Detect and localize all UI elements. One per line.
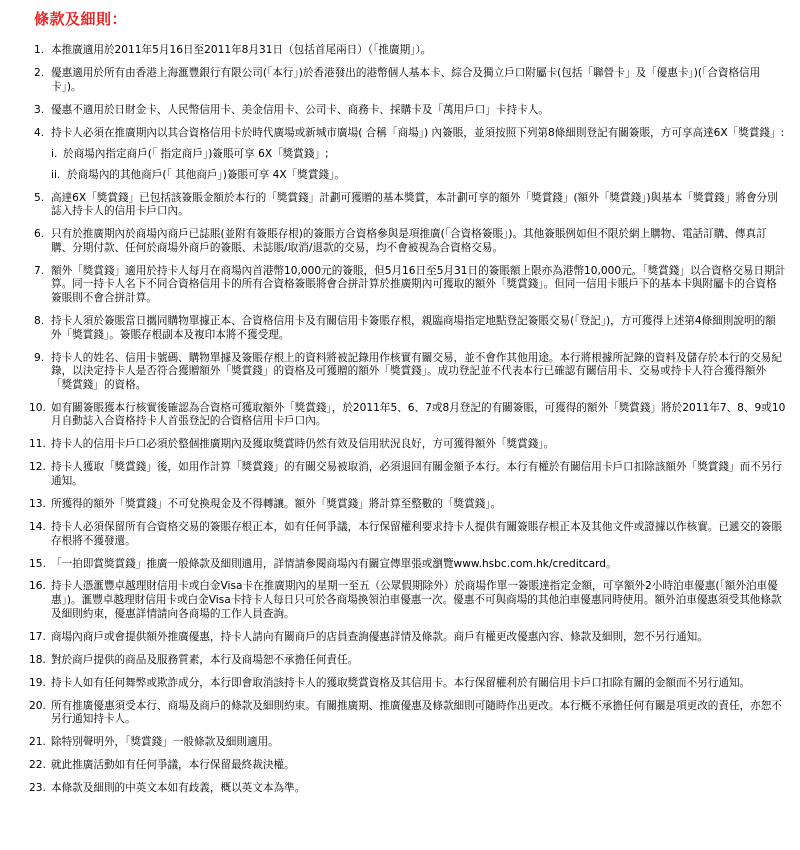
term-number: 6. xyxy=(34,228,45,241)
term-item xyxy=(29,630,786,645)
term-item xyxy=(29,438,786,452)
term-item xyxy=(29,699,786,727)
term-text: 「一拍即賞獎賞錢」推廣一般條款及細則適用，詳情請參閱商場內有關宣傳單張或瀏覽www.hsbc.com.hk/creditcard。 xyxy=(51,557,617,570)
term-text: 持卡人獲取「獎賞錢」後，如用作計算「獎賞錢」的有關交易被取消，必須退回有關金額予本行。本行有權於有關信用卡戶口扣除該額外「獎賞錢」而不另行通知。 xyxy=(51,461,782,487)
term-text: 所獲得的額外「獎賞錢」不可兌換現金及不得轉讓。額外「獎賞錢」將計算至整數的「獎賞錢」。 xyxy=(51,497,502,510)
term-body xyxy=(51,228,786,255)
term-subitem xyxy=(51,148,786,162)
term-subitem-number: ii. xyxy=(51,168,61,181)
term-body xyxy=(51,192,786,219)
term-item xyxy=(29,653,786,668)
term-number: 15. xyxy=(29,557,46,570)
term-sublist xyxy=(51,148,786,182)
term-text: 額外「獎賞錢」適用於持卡人每月在商場內首港幣10,000元的簽賬，但5月16日至5月31日的簽賬額上限亦為港幣10,000元。「獎賞錢」以合資格交易日期計算。同一持卡人名下不同合資格信用卡的所有合資格簽賬將會合拼計算於推廣期內可獲取的額外「獎賞錢」。但同一信用卡賬戶下的基本卡與附屬卡的合資格簽賬則不會合拼計算。 xyxy=(51,264,786,305)
term-text: 只有於推廣期內於商場內商戶已誌賬(並附有簽賬存根)的簽賬方合資格參與是項推廣(「合資格簽賬」)。其他簽賬例如但不限於網上購物、電話訂購、傳真訂購、分期付款、任何於商場外商戶的簽賬、未誌賬/取消/退款的交易，均不會被視為合資格交易。 xyxy=(51,228,767,254)
page-title: 條款及細則： xyxy=(34,10,128,28)
term-item xyxy=(34,315,786,342)
term-text: 持卡人如有任何舞弊或欺詐成分，本行即會取消該持卡人的獲取獎賞資格及其信用卡。本行保留權利於有關信用卡戶口扣除有關的金額而不另行通知。 xyxy=(51,676,751,689)
term-number: 21. xyxy=(29,736,46,749)
terms-list xyxy=(29,44,786,796)
term-body xyxy=(51,438,786,452)
term-body xyxy=(51,631,786,645)
term-item xyxy=(29,497,786,512)
term-item xyxy=(29,520,786,548)
term-item xyxy=(29,580,786,621)
term-text: 持卡人的姓名、信用卡號碼、購物單據及簽賬存根上的資料將被記錄用作核實有關交易，並不會作其他用途。本行將根據所記錄的資料及儲存於本行的交易紀錄，以決定持卡人是否符合獲贈額外「獎賞錢」的資格及可獲贈的額外「獎賞錢」。成功登記並不代表本行已確認有關信用卡、交易或持卡人符合獲得額外「獎賞錢」的資格。 xyxy=(51,351,782,391)
term-item xyxy=(34,67,786,94)
term-body xyxy=(51,461,786,488)
term-number: 14. xyxy=(29,520,46,533)
term-number: 5. xyxy=(34,191,45,204)
term-subitem-text: 於商場內指定商戶(「 指定商戶」)簽賬可享 6X「獎賞錢」; xyxy=(63,148,329,161)
term-number: 8. xyxy=(34,315,45,328)
term-body xyxy=(51,580,786,621)
term-item xyxy=(34,228,786,255)
term-number: 18. xyxy=(29,653,46,666)
term-item xyxy=(29,759,786,773)
term-item xyxy=(34,104,786,118)
term-item xyxy=(29,676,786,691)
term-body xyxy=(51,127,786,183)
term-number: 23. xyxy=(29,782,46,795)
term-item xyxy=(29,736,786,750)
term-body xyxy=(51,677,786,691)
term-item xyxy=(34,44,786,58)
term-body xyxy=(51,782,786,796)
term-number: 2. xyxy=(34,66,45,79)
term-text: 商場內商戶或會提供額外推廣優惠，持卡人請向有關商戶的店員查詢優惠詳情及條款。商戶有權更改優惠內容、條款及細則，恕不另行通知。 xyxy=(51,630,708,643)
term-body xyxy=(51,558,786,572)
term-body xyxy=(51,265,786,306)
term-number: 19. xyxy=(29,676,46,689)
term-number: 7. xyxy=(34,264,45,277)
term-number: 20. xyxy=(29,699,46,712)
term-body xyxy=(51,315,786,342)
term-item xyxy=(29,557,786,572)
term-text: 持卡人憑滙豐卓越理財信用卡或白金Visa卡在推廣期內的星期一至五（公眾假期除外）於商場作單一簽賬達指定金額，可享額外2小時泊車優惠(「額外泊車優惠」)。滙豐卓越理財信用卡或白金Visa卡持卡人每日只可於各商場換領泊車優惠一次。優惠不可與商場的其他泊車優惠同時使用。額外泊車優惠須受其他條款及細則約束，優惠詳情請向各商場的工作人員查詢。 xyxy=(51,580,782,620)
term-body xyxy=(51,498,786,512)
term-subitem-text: 於商場內的其他商戶(「 其他商戶」)簽賬可享 4X「獎賞錢」。 xyxy=(67,168,345,181)
term-number: 4. xyxy=(34,126,45,139)
term-text: 所有推廣優惠須受本行、商場及商戶的條款及細則約束。有關推廣期、推廣優惠及條款細則可隨時作出更改。本行概不承擔任何有關是項更改的責任，亦恕不另行通知持卡人。 xyxy=(51,699,782,726)
term-text: 持卡人的信用卡戶口必須於整個推廣期內及獲取獎賞時仍然有效及信用狀況良好，方可獲得額外「獎賞錢」。 xyxy=(51,438,555,451)
term-body xyxy=(51,736,786,750)
term-text: 如有關簽賬獲本行核實後確認為合資格可獲取額外「獎賞錢」，於2011年5、6、7或8月登記的有關簽賬，可獲得的額外「獎賞錢」將於2011年7、8、9或10月自動誌入合資格持卡人首張登記的合資格信用卡戶口內。 xyxy=(51,401,786,428)
term-item xyxy=(34,352,786,393)
term-number: 16. xyxy=(29,580,46,593)
term-item xyxy=(34,192,786,219)
term-number: 13. xyxy=(29,497,46,510)
term-number: 9. xyxy=(34,351,45,364)
term-body xyxy=(51,654,786,668)
term-text: 本條款及細則的中英文本如有歧義，概以英文本為準。 xyxy=(51,782,306,795)
term-text: 本推廣適用於2011年5月16日至2011年8月31日（包括首尾兩日）（「推廣期」）。 xyxy=(51,44,432,56)
term-number: 3. xyxy=(34,103,45,116)
term-text: 優惠適用於所有由香港上海滙豐銀行有限公司(「本行」)於香港發出的港幣個人基本卡、綜合及獨立戶口附屬卡(包括「聯營卡」及「優惠卡」)(「合資格信用卡」)。 xyxy=(51,66,761,93)
term-item xyxy=(29,401,786,429)
term-subitem xyxy=(51,169,786,183)
term-number: 12. xyxy=(29,461,46,474)
term-item xyxy=(29,461,786,488)
term-number: 10. xyxy=(29,401,46,414)
term-item xyxy=(34,265,786,306)
term-text: 對於商戶提供的商品及服務質素，本行及商場恕不承擔任何責任。 xyxy=(51,653,359,666)
term-body xyxy=(51,700,786,727)
term-body xyxy=(51,759,786,773)
term-item xyxy=(34,127,786,183)
term-number: 11. xyxy=(29,438,46,451)
term-text: 持卡人必須保留所有合資格交易的簽賬存根正本，如有任何爭議，本行保留權利要求持卡人提供有關簽賬存根正本及其他文件或證據以作核實。已遞交的簽賬存根將不獲發還。 xyxy=(51,520,782,547)
term-text: 高達6X「獎賞錢」已包括該簽賬金額於本行的「獎賞錢」計劃可獲贈的基本獎賞，本計劃可享的額外「獎賞錢」(額外「獎賞錢」)與基本「獎賞錢」將會分別誌入持卡人的信用卡戶口內。 xyxy=(51,191,778,218)
term-number: 22. xyxy=(29,759,46,772)
term-body xyxy=(51,402,786,429)
term-text: 持卡人必須在推廣期內以其合資格信用卡於時代廣場或新城市廣場( 合稱「商場」) 內簽賬，並須按照下列第8條細則登記有關簽賬，方可享高達6X「獎賞錢」: xyxy=(51,126,785,139)
term-subitem-number: i. xyxy=(51,148,58,161)
term-body xyxy=(51,104,786,118)
term-item xyxy=(29,782,786,796)
term-text: 就此推廣活動如有任何爭議，本行保留最終裁決權。 xyxy=(51,759,295,772)
term-text: 持卡人須於簽賬當日攜同購物單據正本、合資格信用卡及有關信用卡簽賬存根，親臨商場指定地點登記簽賬交易(「登記」)，方可獲得上述第4條細則說明的額外「獎賞錢」。簽賬存根副本及複印本將不獲受理。 xyxy=(51,315,776,341)
term-text: 優惠不適用於日財金卡、人民幣信用卡、美金信用卡、公司卡、商務卡、採購卡及「萬用戶口」卡持卡人。 xyxy=(51,103,549,116)
term-body xyxy=(51,521,786,548)
term-body xyxy=(51,44,786,58)
term-body xyxy=(51,67,786,94)
term-text: 除特別聲明外，「獎賞錢」一般條款及細則適用。 xyxy=(51,736,279,749)
term-body xyxy=(51,352,786,393)
term-number: 1. xyxy=(34,44,45,56)
term-number: 17. xyxy=(29,630,46,643)
